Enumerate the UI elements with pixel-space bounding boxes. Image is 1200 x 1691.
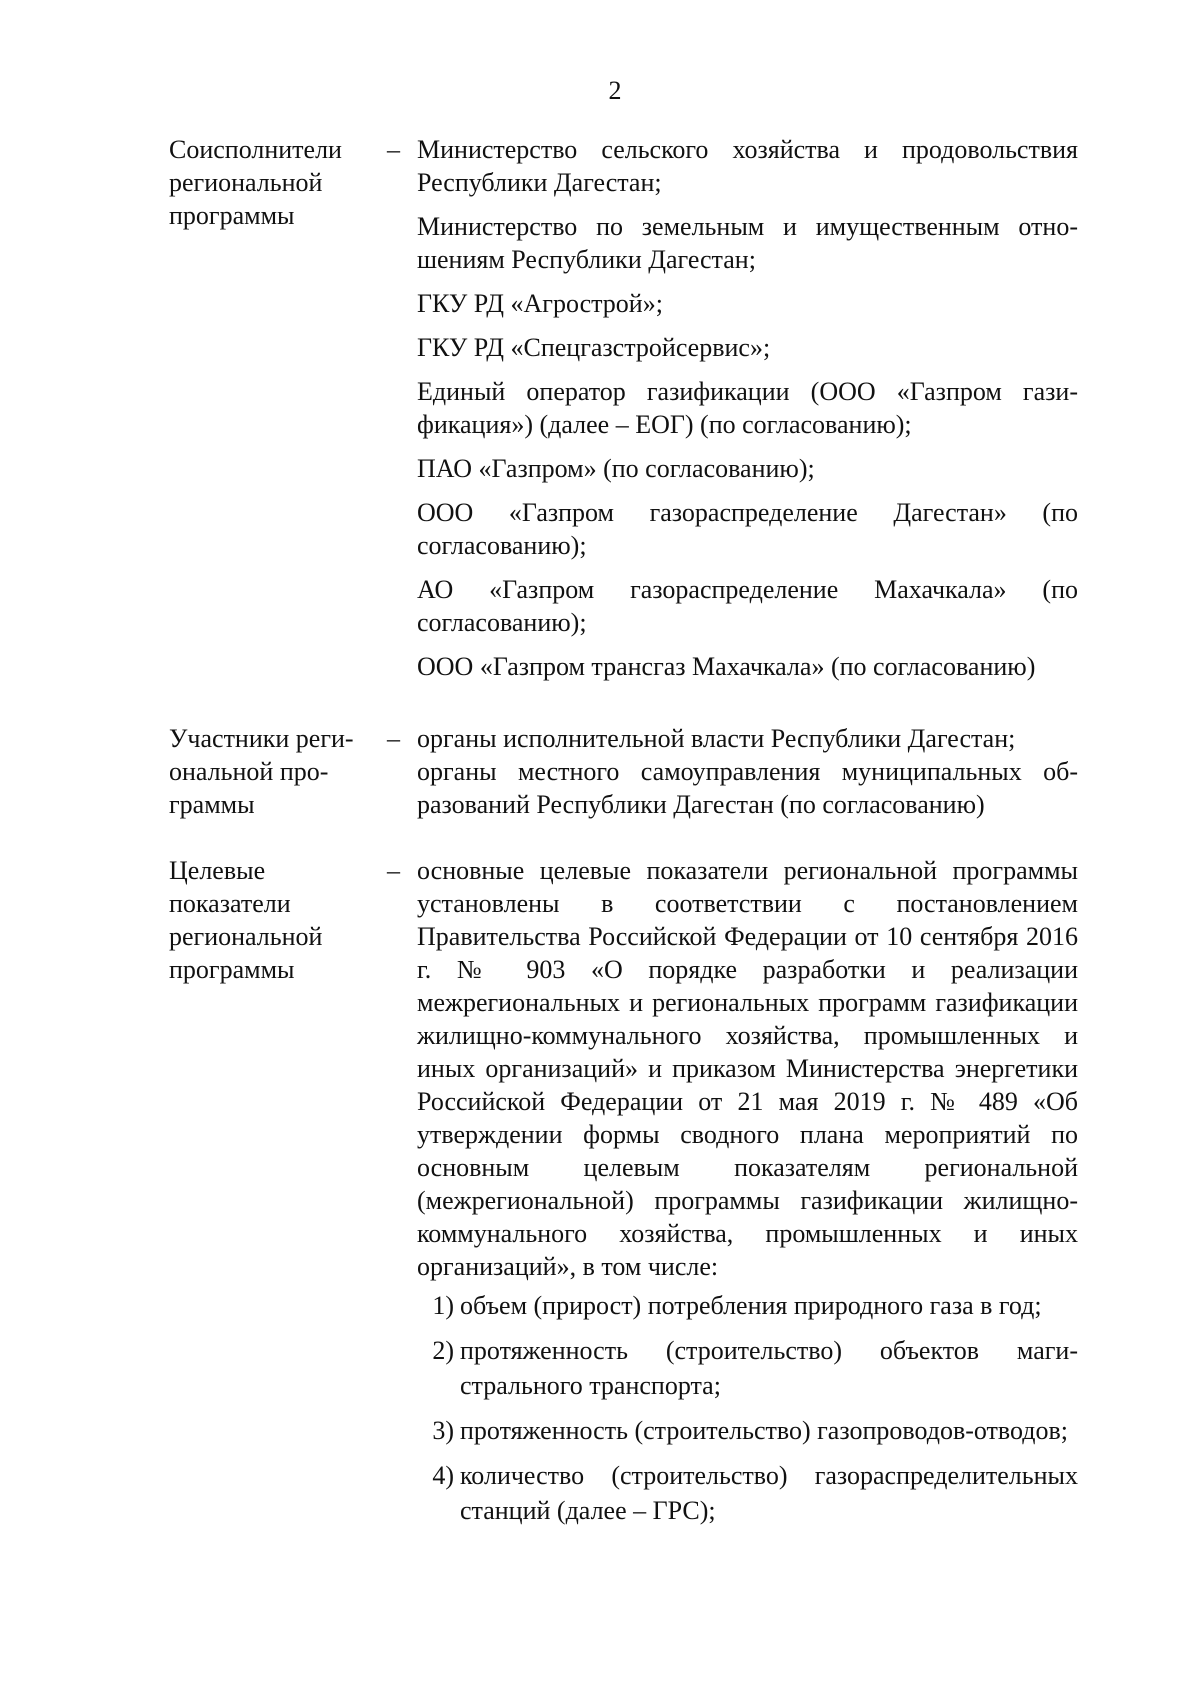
paragraph: ПАО «Газпром» (по согласованию); [417,454,815,483]
list-item-text: протяженность (строительство) объектов магистрального транспорта; [460,1336,1078,1400]
paragraph: Министерство по земельным и имущественным отношениям Республики Дагестан; [417,212,1078,274]
list-item [417,1288,1078,1323]
list-item [417,1413,1078,1448]
list-item-text: объем (прирост) потребления природного газа в год; [460,1291,1042,1320]
list-item [417,1333,1078,1403]
paragraph: органы исполнительной власти Республики Дагестан; [417,724,1016,753]
paragraph: основные целевые показатели региональной программы установлены в соответствии с постановлением Правительства Российской Федерации от 10 сентября 2016 г. № 903 «О порядке разработки и реализации межрегиональных и региональных программ газификации жилищно-коммунального хозяйства, промышленных и иных организаций» и приказом Министерства энергетики Российской Федерации от 21 мая 2019 г. № 489 «Об утверждении формы сводного плана мероприятий по основным целевым показателям региональной (межрегиональной) программы газификации жилищно-коммунального хозяйства, промышленных и иных организаций», в том числе: [417,856,1078,1281]
paragraph: ГКУ РД «Агрострой»; [417,289,663,318]
section-label: Целевые показатели региональной программы [169,856,323,984]
list-item-number: 4) [432,1461,454,1490]
list-item-number: 1) [432,1291,454,1320]
paragraph: органы местного самоуправления муниципальных образований Республики Дагестан (по согласованию) [417,757,1078,819]
page-number: 2 [608,76,622,105]
section-label: Участники региональной программы [169,724,354,819]
section-content [417,722,1078,821]
paragraph: ООО «Газпром трансгаз Махачкала» (по согласованию) [417,652,1036,681]
section-dash: – [387,135,400,164]
list-item-text: количество (строительство) газораспределительных станций (далее – ГРС); [460,1461,1078,1525]
paragraph: Министерство сельского хозяйства и продовольствия Республики Дагестан; [417,135,1078,197]
paragraph: Единый оператор газификации (ООО «Газпром газификация») (далее – ЕОГ) (по согласованию); [417,377,1078,439]
paragraph: АО «Газпром газораспределение Махачкала» (по согласованию); [417,575,1078,637]
section-content [417,854,1078,1538]
list-item-number: 3) [432,1416,454,1445]
section-dash: – [387,856,400,885]
list-item-text: протяженность (строительство) газопроводов-отводов; [460,1416,1068,1445]
list-item-number: 2) [432,1336,454,1365]
section-label: Соисполнители региональной программы [169,135,342,230]
section-dash: – [387,724,400,753]
paragraph: ГКУ РД «Спецгазстройсервис»; [417,333,771,362]
paragraph: ООО «Газпром газораспределение Дагестан» (по согласованию); [417,498,1078,560]
list-item [417,1458,1078,1528]
section-content [417,133,1078,683]
